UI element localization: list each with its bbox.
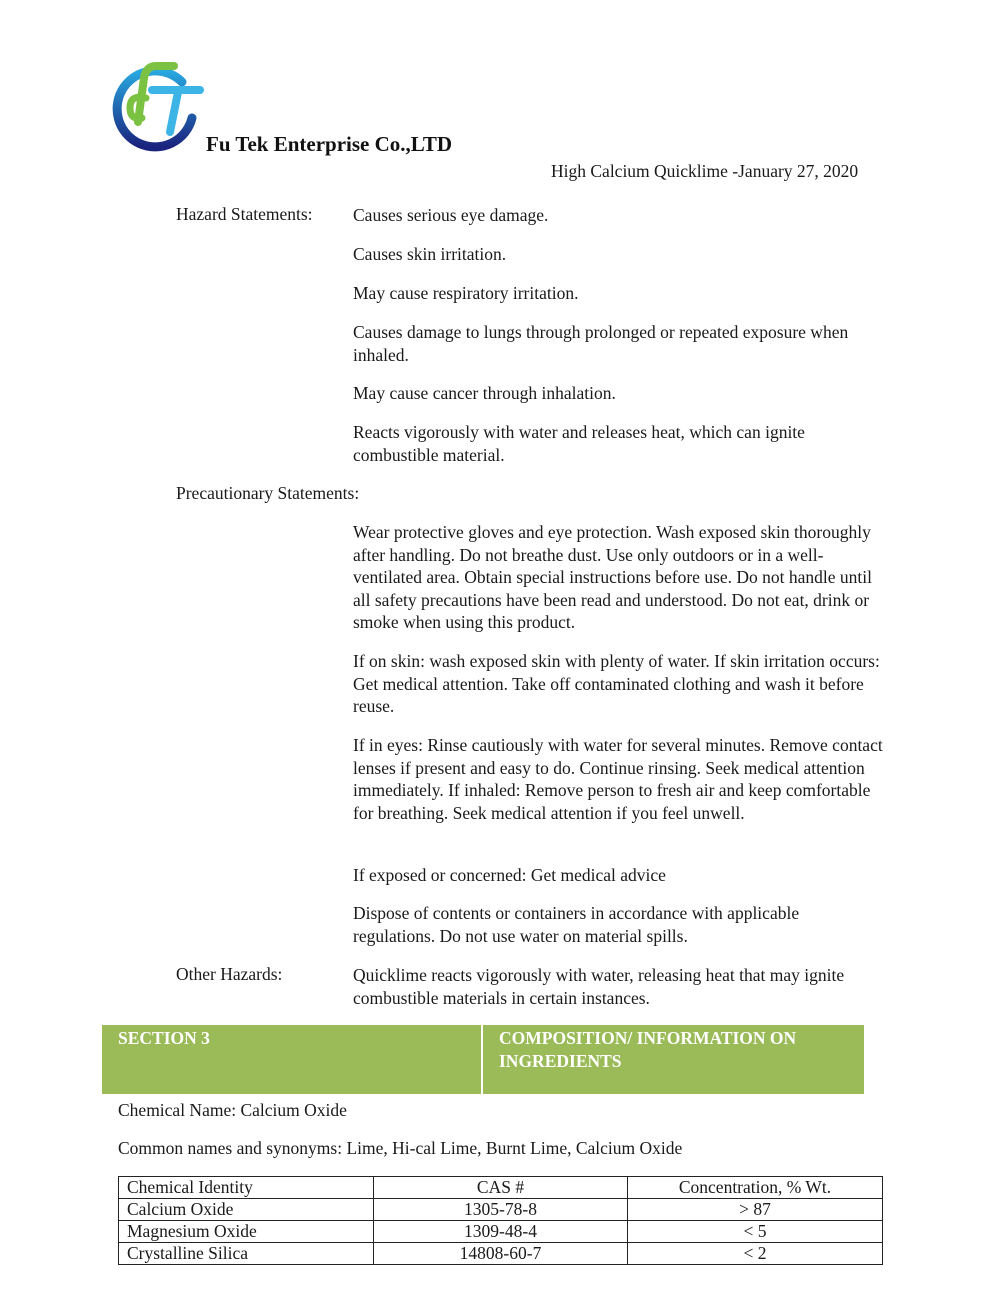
hazard-statement: Causes serious eye damage. (353, 205, 549, 225)
header-chemical-identity: Chemical Identity (119, 1177, 374, 1199)
section-3-header (102, 1025, 864, 1094)
hazard-statement: May cause cancer through inhalation. (353, 383, 616, 403)
precautionary-statement: If on skin: wash exposed skin with plenty of water. If skin irritation occurs: Get medical attention. Take off contaminated clothing and wash it before reuse. (353, 651, 880, 716)
section-number: SECTION 3 (102, 1025, 481, 1094)
precautionary-statement: If exposed or concerned: Get medical advice (353, 865, 666, 885)
concentration-cell: < 5 (628, 1221, 883, 1243)
header-concentration: Concentration, % Wt. (628, 1177, 883, 1199)
table-header-row (119, 1177, 883, 1199)
section-title: COMPOSITION/ INFORMATION ON INGREDIENTS (483, 1025, 864, 1094)
cas-cell: 1305-78-8 (374, 1199, 628, 1221)
precautionary-statement: If in eyes: Rinse cautiously with water for several minutes. Remove contact lenses if present and easy to do. Continue rinsing. Seek medical attention immediately. If inhaled: Remove person to fresh air and keep comfortable for breathing. Seek medical attention if you feel unwell. (353, 735, 883, 823)
other-hazards-label: Other Hazards: (176, 964, 283, 984)
header-cas: CAS # (374, 1177, 628, 1199)
document-title: High Calcium Quicklime -January 27, 2020 (551, 161, 859, 181)
chemical-identity-cell: Crystalline Silica (119, 1243, 374, 1265)
fu-tek-logo-icon (112, 60, 204, 152)
cas-cell: 1309-48-4 (374, 1221, 628, 1243)
table-row (119, 1243, 883, 1265)
hazard-statement: Reacts vigorously with water and releases heat, which can ignite combustible material. (353, 422, 805, 465)
cas-cell: 14808-60-7 (374, 1243, 628, 1265)
hazard-statement: Causes damage to lungs through prolonged or repeated exposure when inhaled. (353, 322, 849, 365)
concentration-cell: < 2 (628, 1243, 883, 1265)
hazard-statements-label: Hazard Statements: (176, 204, 313, 224)
precautionary-statement: Dispose of contents or containers in accordance with applicable regulations. Do not use water on material spills. (353, 903, 800, 946)
hazard-statement: Causes skin irritation. (353, 244, 507, 264)
table-row (119, 1221, 883, 1243)
company-name: Fu Tek Enterprise Co.,LTD (206, 132, 453, 156)
synonyms: Common names and synonyms: Lime, Hi-cal Lime, Burnt Lime, Calcium Oxide (118, 1138, 683, 1158)
hazard-statement: May cause respiratory irritation. (353, 283, 579, 303)
chemical-identity-cell: Calcium Oxide (119, 1199, 374, 1221)
chemical-identity-cell: Magnesium Oxide (119, 1221, 374, 1243)
precautionary-statements-label: Precautionary Statements: (176, 483, 360, 503)
table-row (119, 1199, 883, 1221)
precautionary-statement: Wear protective gloves and eye protection. Wash exposed skin thoroughly after handling. Do not breathe dust. Use only outdoors or in a well-ventilated area. Obtain special instructions before use. Do not handle until all safety precautions have been read and understood. Do not eat, drink or smoke when using this product. (353, 522, 873, 632)
chemical-name: Chemical Name: Calcium Oxide (118, 1100, 347, 1120)
other-hazards-text: Quicklime reacts vigorously with water, releasing heat that may ignite combustible materials in certain instances. (353, 965, 845, 1008)
ingredients-table (118, 1176, 883, 1265)
concentration-cell: > 87 (628, 1199, 883, 1221)
